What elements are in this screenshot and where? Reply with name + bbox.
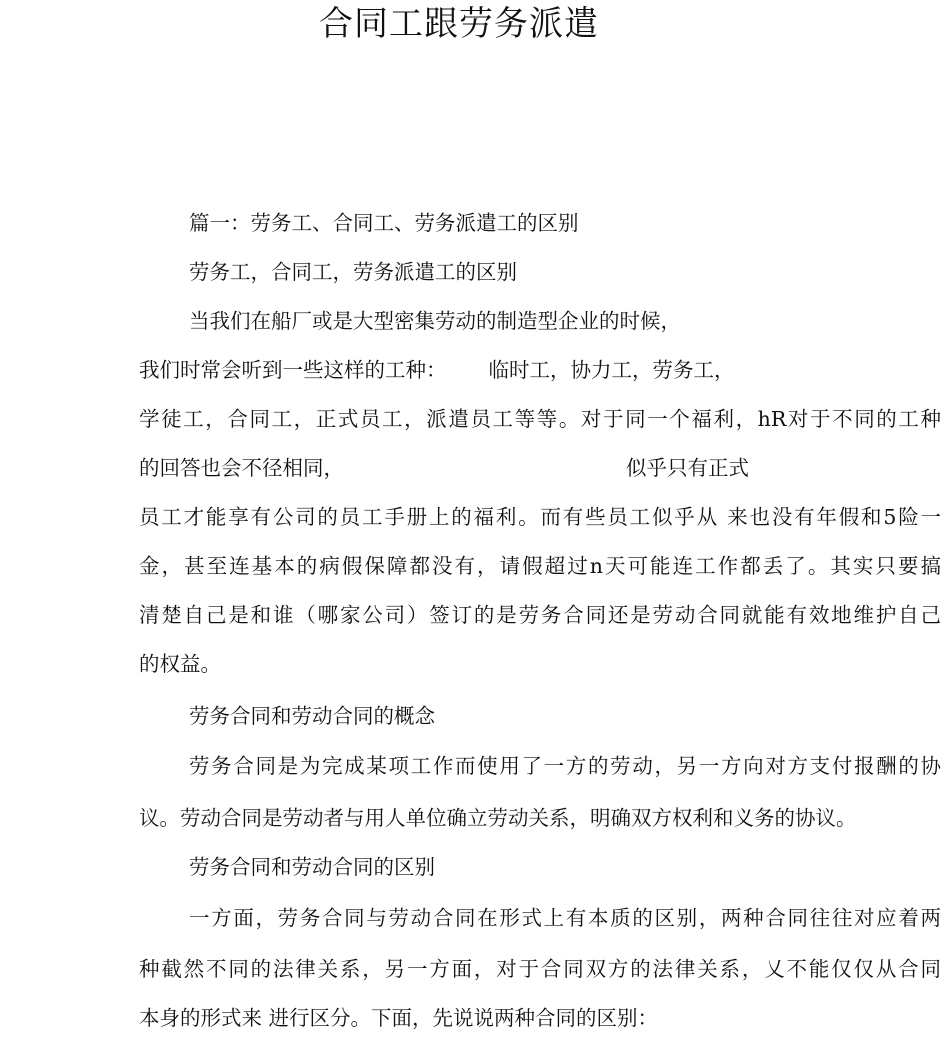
line-segment: 似乎只有正式 xyxy=(626,456,749,480)
line-segment: 我们时常会听到一些这样的工种： xyxy=(139,358,447,382)
section-heading: 篇一：劳务工、合同工、劳务派遣工的区别 xyxy=(189,211,579,235)
paragraph-line: 一方面，劳务合同与劳动合同在形式上有本质的区别，两种合同往往对应着两 xyxy=(189,906,941,930)
paragraph-line: 的权益。 xyxy=(139,652,221,676)
line-segment: 的回答也会不径相同， xyxy=(139,456,344,480)
paragraph-line xyxy=(139,454,749,482)
paragraph-line: 员工才能享有公司的员工手册上的福利。而有些员工似乎从 来也没有年假和5险一 xyxy=(139,505,941,529)
paragraph-line: 当我们在船厂或是大型密集劳动的制造型企业的时候， xyxy=(189,309,681,333)
paragraph-line: 本身的形式来 进行区分。下面，先说说两种合同的区别： xyxy=(139,1006,659,1030)
paragraph-line: 学徒工，合同工，正式员工，派遣员工等等。对于同一个福利，hR对于不同的工种 xyxy=(139,407,941,431)
document-title: 合同工跟劳务派遣 xyxy=(319,4,599,44)
subheading: 劳务合同和劳动合同的区别 xyxy=(189,855,435,879)
paragraph-line: 金，甚至连基本的病假保障都没有，请假超过n天可能连工作都丢了。其实只要搞 xyxy=(139,554,941,578)
paragraph-line: 种截然不同的法律关系，另一方面，对于合同双方的法律关系，乂不能仅仅从合同 xyxy=(139,957,941,981)
paragraph-line: 劳务合同是为完成某项工作而使用了一方的劳动，另一方向对方支付报酬的协 xyxy=(189,754,941,778)
line-segment: 临时工，协力工，劳务工， xyxy=(488,358,735,382)
subheading: 劳务合同和劳动合同的概念 xyxy=(189,704,435,728)
paragraph-line: 清楚自己是和谁（哪家公司）签订的是劳务合同还是劳动合同就能有效地维护自己 xyxy=(139,603,941,627)
paragraph-line: 议。劳动合同是劳动者与用人单位确立劳动关系，明确双方权利和义务的协议。 xyxy=(139,806,857,830)
subheading: 劳务工，合同工，劳务派遣工的区别 xyxy=(189,260,517,284)
paragraph-line xyxy=(139,356,735,384)
